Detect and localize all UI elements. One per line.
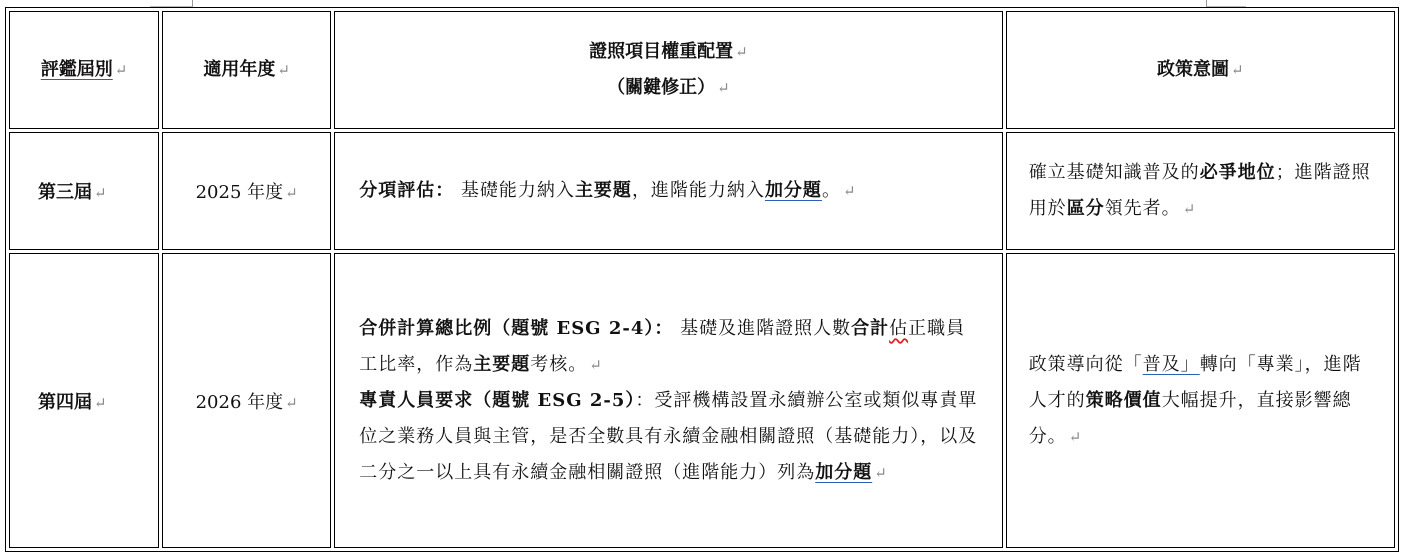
allocation-text: 基礎能力納入: [454, 180, 575, 201]
header-weight-subtitle: （關鍵修正）: [607, 77, 716, 98]
header-term-cell[interactable]: [9, 11, 159, 129]
allocation-lead: 合併計算總比例（題號 ESG 2-4）：: [359, 317, 674, 339]
header-year: 適用年度: [203, 59, 276, 80]
table-header-row: [9, 11, 1395, 129]
paragraph-mark: ↵: [277, 61, 290, 79]
header-intent-cell[interactable]: [1006, 11, 1395, 129]
intent-emphasis: 策略價值: [1085, 389, 1162, 411]
paragraph-mark: ↵: [285, 393, 298, 412]
term-label: 第四屆: [38, 391, 92, 413]
header-intent: 政策意圖: [1157, 59, 1230, 80]
intent-text: 領先者。: [1104, 198, 1181, 219]
header-weight-title: 證照項目權重配置: [589, 41, 734, 62]
intent-text: 大幅提升，直接影響總分。: [1028, 389, 1352, 447]
term-cell[interactable]: [9, 253, 159, 548]
allocation-paragraph-staff: [359, 383, 983, 491]
paragraph-mark: ↵: [589, 355, 603, 374]
allocation-text: ：受評機構設置永續辦公室或類似專責單位之業務人員與主管，是否全數具有永續金融相關證照（基礎能力），以及二分之一以上具有永續金融相關證照（進階能力）列為: [359, 389, 978, 483]
header-weight-cell[interactable]: [334, 11, 1002, 129]
paragraph-mark: ↵: [717, 79, 730, 97]
paragraph-mark: ↵: [842, 182, 857, 200]
year-cell[interactable]: [162, 132, 331, 250]
intent-cell[interactable]: [1006, 253, 1395, 548]
intent-emphasis: 區分: [1066, 198, 1105, 219]
allocation-text: 考核。: [530, 353, 588, 375]
allocation-emphasis: 加分題: [764, 180, 822, 201]
paragraph-mark: ↵: [1231, 61, 1244, 79]
allocation-paragraph-combined: [359, 311, 983, 383]
intent-cell[interactable]: [1006, 132, 1395, 250]
allocation-text: ，進階能力納入: [631, 180, 765, 201]
allocation-cell[interactable]: [334, 253, 1002, 548]
year-label: 2025 年度: [195, 182, 284, 203]
allocation-text: 。: [821, 180, 841, 201]
intent-text: 確立基礎知識普及的: [1028, 162, 1200, 183]
term-label: 第三屆: [38, 182, 92, 203]
paragraph-mark: ↵: [874, 463, 888, 482]
ruler-tick-left: [192, 0, 193, 7]
table-row-third-term: [9, 132, 1395, 250]
term-cell[interactable]: [9, 132, 159, 250]
allocation-emphasis: 主要題: [574, 180, 632, 201]
allocation-emphasis: 主要題: [473, 353, 531, 375]
ruler-tick-right: [1206, 0, 1207, 7]
certification-weight-table: [5, 7, 1399, 552]
paragraph-mark: ↵: [1182, 200, 1197, 218]
year-cell[interactable]: [162, 253, 331, 548]
paragraph-mark: ↵: [735, 43, 748, 61]
intent-emphasis: 必爭地位: [1199, 162, 1276, 183]
allocation-text: 正職員工比率，作為: [359, 317, 966, 375]
intent-underlined: 普及」: [1142, 353, 1200, 375]
paragraph-mark: ↵: [285, 184, 298, 202]
intent-text: 轉向「專業」，進階人才的: [1028, 353, 1362, 411]
allocation-emphasis: 合計: [851, 317, 890, 339]
year-label: 2026 年度: [195, 391, 284, 413]
allocation-text: 基礎及進階證照人數: [673, 317, 852, 339]
paragraph-mark: ↵: [114, 61, 128, 79]
allocation-cell[interactable]: [334, 132, 1002, 250]
table-row-fourth-term: [9, 253, 1395, 548]
allocation-lead: 專責人員要求（題號 ESG 2-5）: [359, 389, 636, 411]
paragraph-mark: ↵: [94, 184, 107, 202]
allocation-lead: 分項評估：: [359, 180, 455, 201]
allocation-emphasis: 加分題: [815, 461, 873, 483]
intent-text: 政策導向從「: [1028, 353, 1143, 375]
spell-check-word: 佔: [889, 317, 909, 339]
paragraph-mark: ↵: [94, 393, 107, 412]
header-year-cell[interactable]: [162, 11, 331, 129]
paragraph-mark: ↵: [1068, 427, 1083, 446]
header-term: 評鑑屆別: [40, 59, 113, 80]
intent-text: ；進階證照用於: [1028, 162, 1371, 219]
